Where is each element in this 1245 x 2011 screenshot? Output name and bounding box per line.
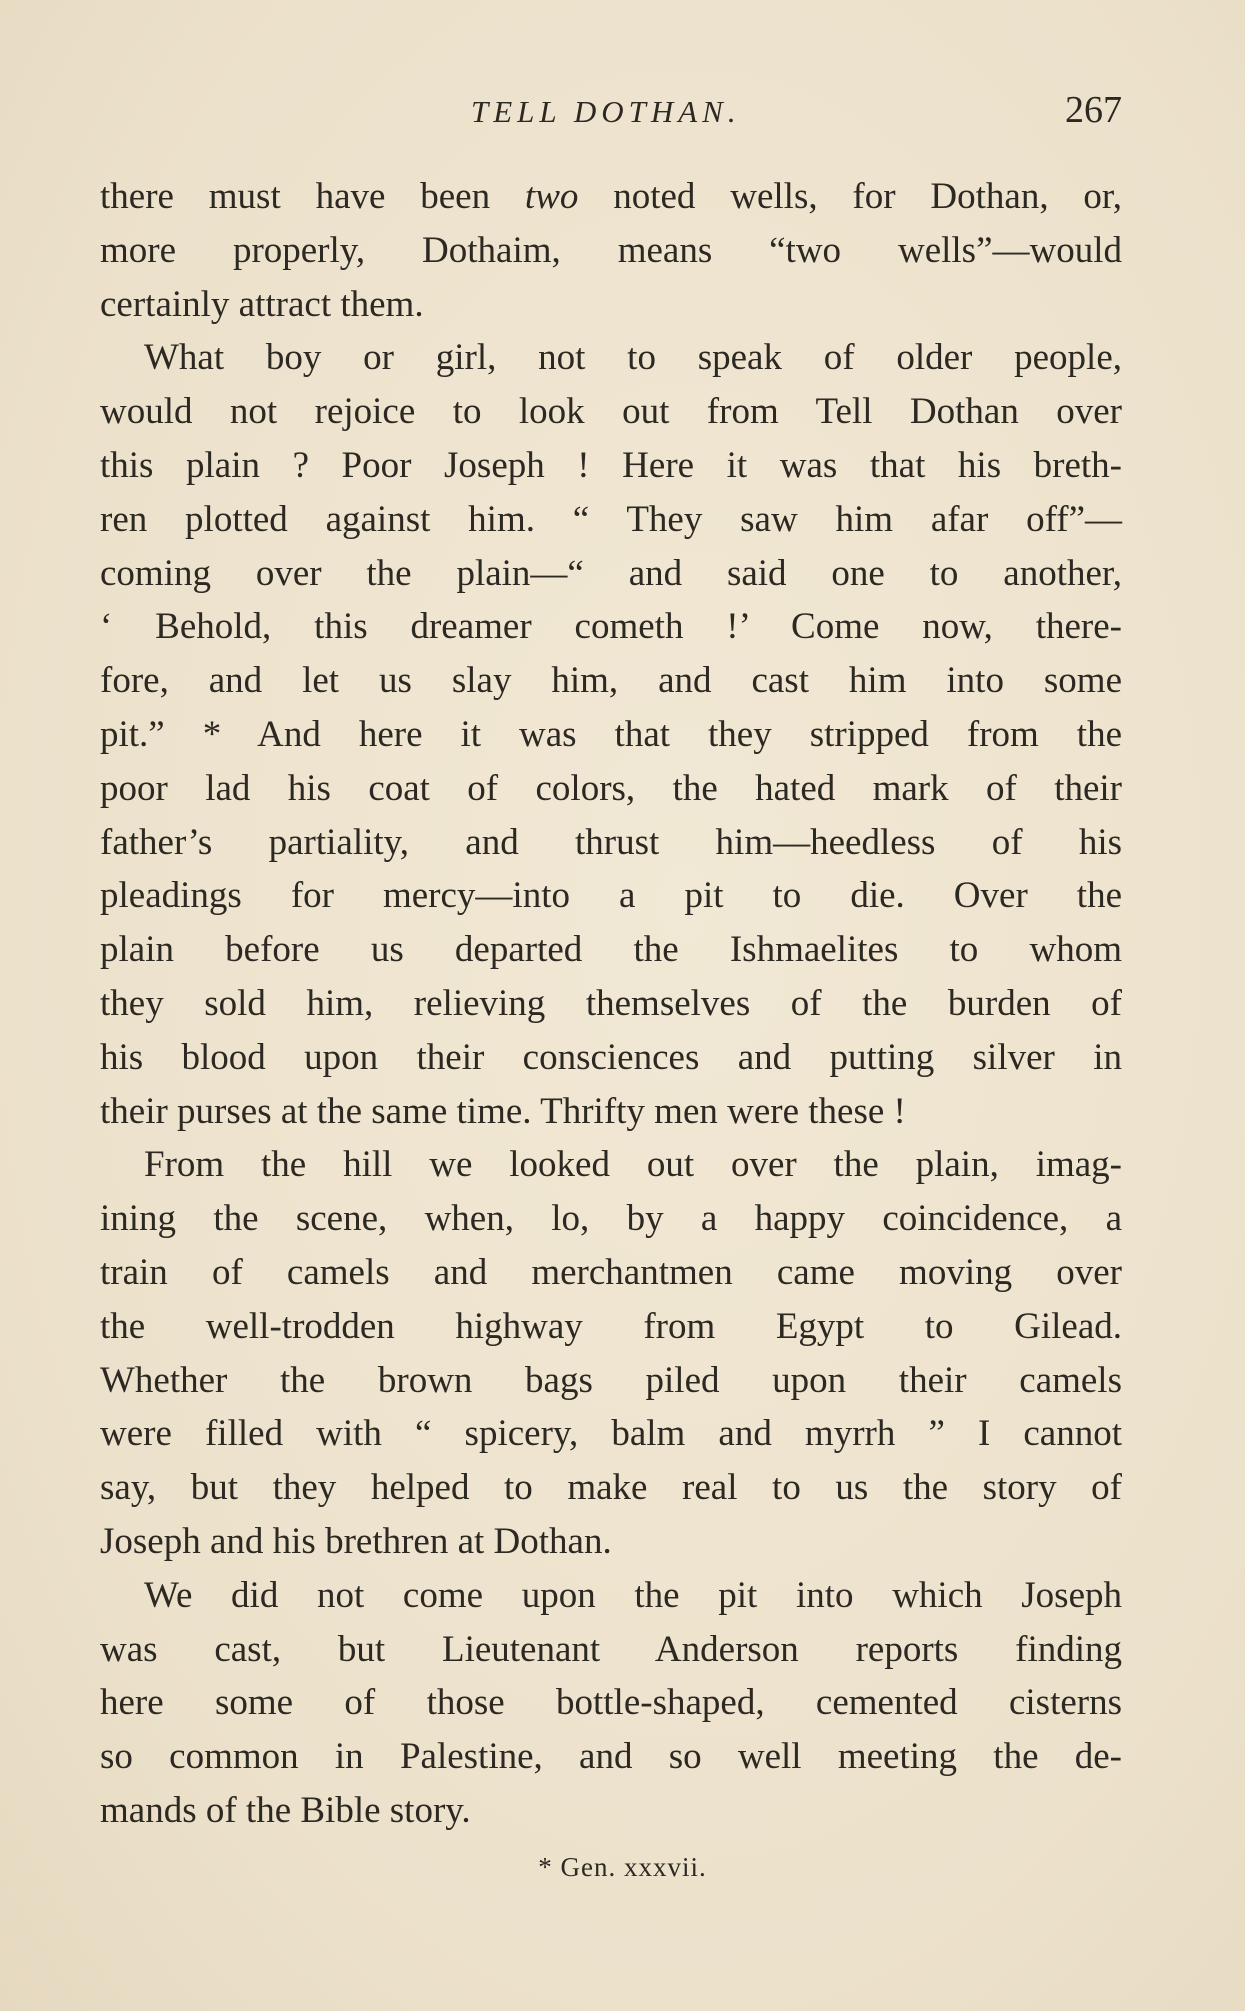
text-line: were filled with “ spicery, balm and myrrh ” I cannot	[100, 1413, 1122, 1455]
page-header	[100, 88, 1122, 138]
text-line: this plain ? Poor Joseph ! Here it was that his breth-	[100, 444, 1122, 486]
running-title: TELL DOTHAN.	[471, 94, 741, 129]
text-line: father’s partiality, and thrust him—heedless of his	[100, 821, 1122, 863]
text-line: From the hill we looked out over the plain, imag-	[144, 1144, 1122, 1186]
text-line: so common in Palestine, and so well meeting the de-	[100, 1736, 1122, 1778]
text-line: train of camels and merchantmen came moving over	[100, 1251, 1122, 1293]
page-number: 267	[1065, 89, 1122, 131]
text-line: pleadings for mercy—into a pit to die. Over the	[100, 875, 1122, 917]
text-segment: there must have been	[100, 176, 525, 217]
text-line: their purses at the same time. Thrifty men were these !	[100, 1090, 906, 1132]
body-text	[100, 170, 1122, 1838]
text-line: certainly attract them.	[100, 283, 424, 325]
text-line: What boy or girl, not to speak of older people,	[144, 337, 1122, 379]
text-line: Joseph and his brethren at Dothan.	[100, 1520, 612, 1562]
text-line: was cast, but Lieutenant Anderson reports finding	[100, 1628, 1122, 1670]
text-line: ren plotted against him. “ They saw him afar off”—	[100, 498, 1122, 540]
text-line: coming over the plain—“ and said one to another,	[100, 552, 1122, 594]
text-line: here some of those bottle-shaped, cemented cisterns	[100, 1682, 1122, 1724]
text-line: mands of the Bible story.	[100, 1789, 471, 1831]
text-line	[100, 170, 1122, 224]
text-line: ‘ Behold, this dreamer cometh !’ Come now, there-	[100, 606, 1122, 648]
text-line: more properly, Dothaim, means “two wells”—would	[100, 229, 1122, 271]
text-line: would not rejoice to look out from Tell Dothan over	[100, 391, 1122, 433]
text-line: We did not come upon the pit into which Joseph	[144, 1574, 1122, 1616]
text-line: his blood upon their consciences and putting silver in	[100, 1036, 1122, 1078]
text-line: ining the scene, when, lo, by a happy coincidence, a	[100, 1198, 1122, 1240]
text-line: the well-trodden highway from Egypt to Gilead.	[100, 1305, 1122, 1347]
text-line: poor lad his coat of colors, the hated mark of their	[100, 767, 1122, 809]
text-line: say, but they helped to make real to us the story of	[100, 1467, 1122, 1509]
text-line: Whether the brown bags piled upon their camels	[100, 1359, 1122, 1401]
text-line: fore, and let us slay him, and cast him into some	[100, 660, 1122, 702]
text-segment: noted wells, for Dothan, or,	[578, 176, 1122, 217]
text-line: plain before us departed the Ishmaelites to whom	[100, 929, 1122, 971]
text-line: they sold him, relieving themselves of the burden of	[100, 982, 1122, 1024]
footnote: * Gen. xxxvii.	[538, 1852, 707, 1882]
text-line: pit.” * And here it was that they stripped from the	[100, 713, 1122, 755]
emphasis-text: two	[524, 176, 579, 217]
